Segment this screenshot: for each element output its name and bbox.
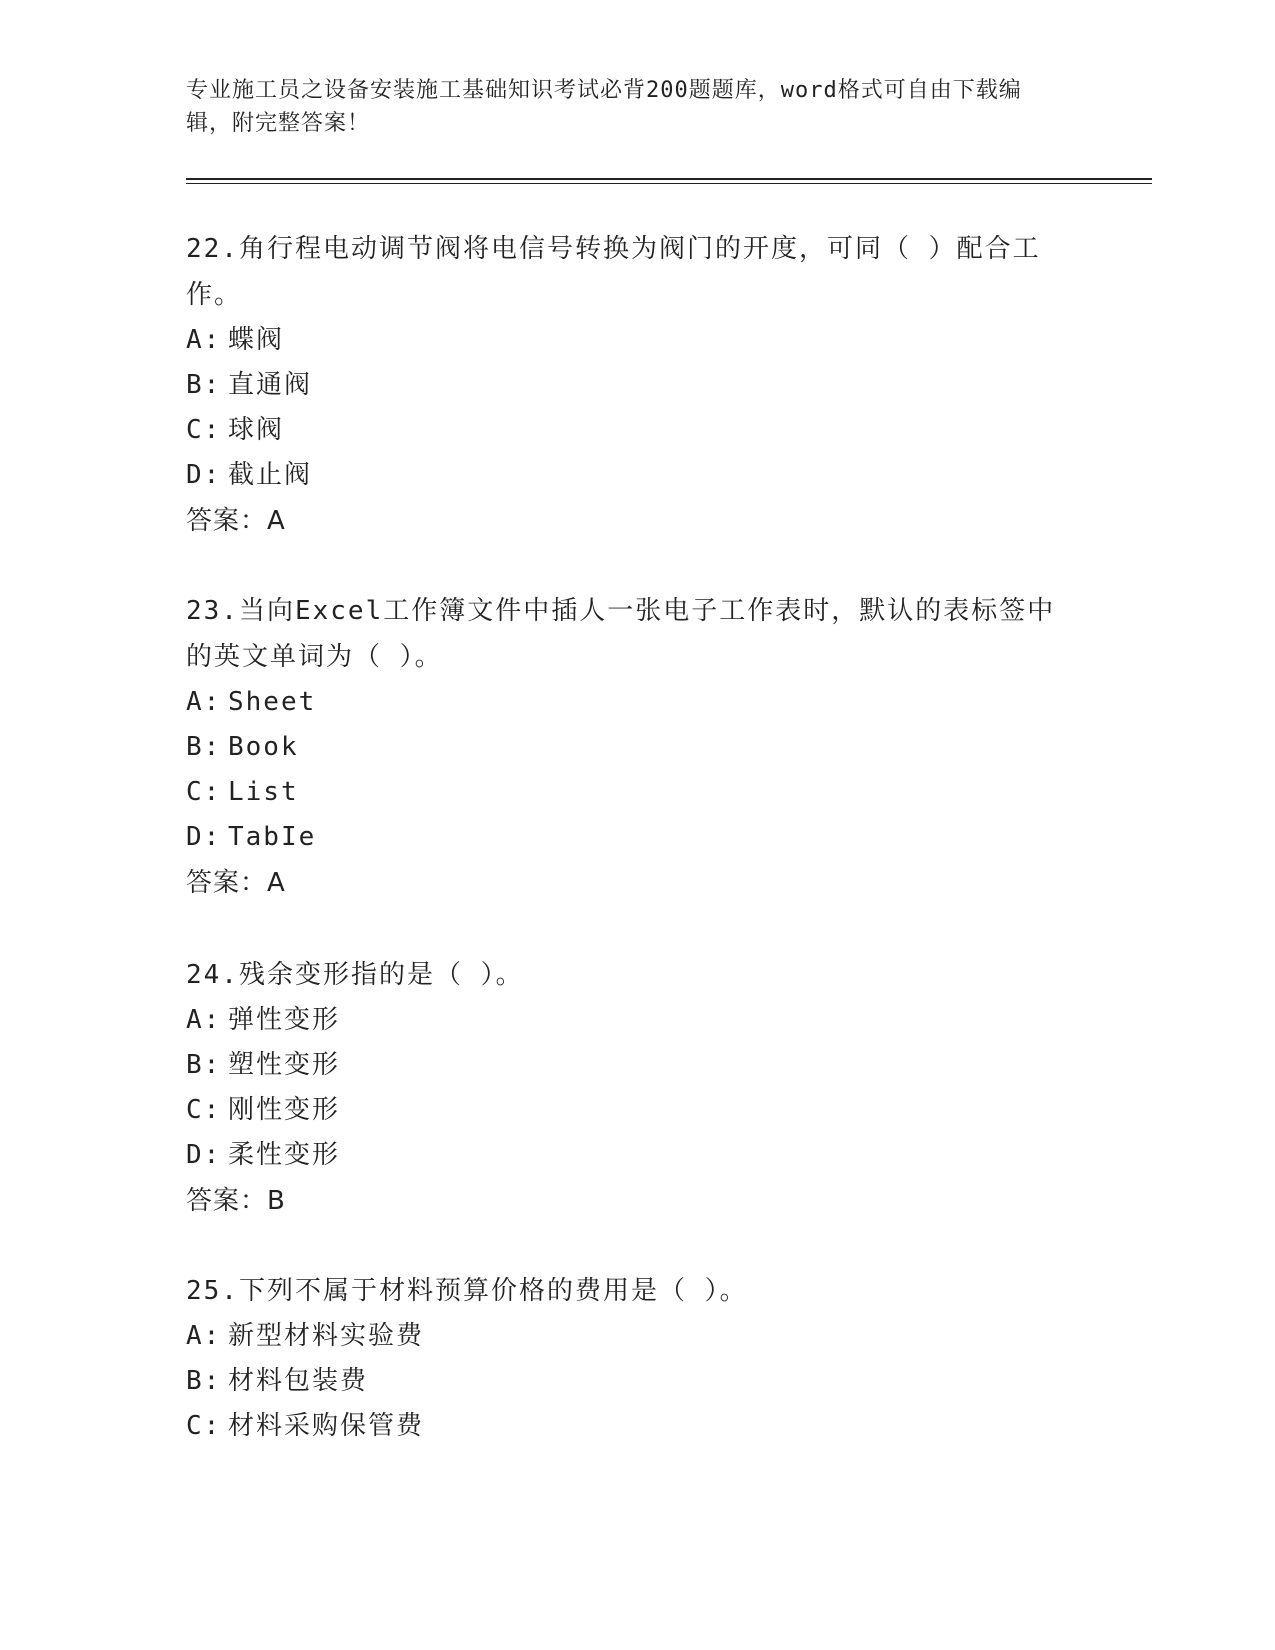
option-a [186,318,1066,363]
option-text: Book [228,732,299,762]
option-letter: A: [186,1005,222,1035]
option-letter: B: [186,732,222,762]
question-stem: 25.下列不属于材料预算价格的费用是（ ）。 [186,1276,748,1306]
answer-label: 答案：B [186,1186,286,1216]
option-b [186,725,1066,770]
option-letter: B: [186,370,222,400]
option-text: 蝶阀 [228,325,285,355]
option-b [186,1359,1066,1404]
option-text: 直通阀 [228,370,313,400]
question-stem: 24.残余变形指的是（ ）。 [186,960,524,990]
option-text: TabIe [228,822,317,852]
option-letter: D: [186,822,222,852]
option-letter: A: [186,325,222,355]
option-a [186,680,1066,725]
header-divider [186,178,1152,184]
option-c [186,770,1066,815]
option-text: 新型材料实验费 [228,1321,425,1351]
option-text: 截止阀 [228,460,313,490]
question-stem: 23.当向Excel工作簿文件中插人一张电子工作表时，默认的表标签中的英文单词为（ ）。 [186,596,1056,672]
option-letter: A: [186,1321,222,1351]
document-header-title: 专业施工员之设备安装施工基础知识考试必背200题题库，word格式可自由下载编辑，附完整答案！ [186,78,1022,136]
question-25 [186,1268,1066,1449]
option-text: 材料包装费 [228,1366,369,1396]
option-text: 球阀 [228,415,285,445]
question-22 [186,226,1066,544]
option-d [186,815,1066,860]
question-24 [186,952,1066,1224]
option-d [186,1133,1066,1178]
option-letter: C: [186,1411,222,1441]
answer-label: 答案：A [186,868,286,898]
option-b [186,1043,1066,1088]
answer-label: 答案：A [186,506,286,536]
option-a [186,998,1066,1043]
question-23 [186,588,1066,906]
option-letter: D: [186,460,222,490]
option-d [186,453,1066,498]
option-text: List [228,777,299,807]
option-text: Sheet [228,687,317,717]
option-c [186,1088,1066,1133]
option-text: 材料采购保管费 [228,1411,425,1441]
option-letter: C: [186,777,222,807]
option-c [186,1404,1066,1449]
question-stem: 22.角行程电动调节阀将电信号转换为阀门的开度，可同（ ）配合工作。 [186,234,1041,310]
option-c [186,408,1066,453]
option-letter: B: [186,1366,222,1396]
option-letter: D: [186,1140,222,1170]
option-letter: C: [186,415,222,445]
option-text: 弹性变形 [228,1005,341,1035]
option-b [186,363,1066,408]
option-text: 柔性变形 [228,1140,341,1170]
option-text: 刚性变形 [228,1095,341,1125]
option-letter: C: [186,1095,222,1125]
option-a [186,1314,1066,1359]
option-letter: A: [186,687,222,717]
option-text: 塑性变形 [228,1050,341,1080]
option-letter: B: [186,1050,222,1080]
